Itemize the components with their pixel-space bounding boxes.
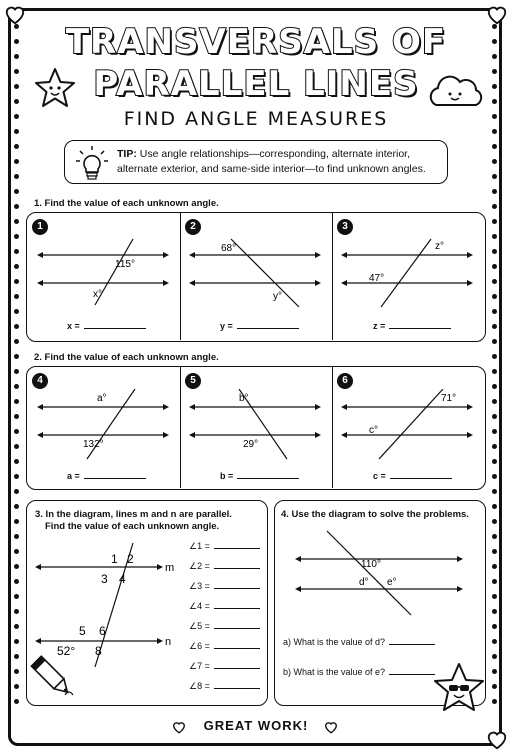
smiling-cloud-icon (426, 72, 486, 110)
section3-subheading: Find the value of each unknown angle. (45, 521, 220, 532)
border-dot (14, 354, 19, 359)
answer-label: ∠8 = (189, 681, 210, 691)
given-angle-label: 68° (221, 243, 237, 254)
star-with-sunglasses-icon (430, 660, 488, 716)
page-title-line2: PARALLEL LINES (93, 64, 419, 104)
answer-label: y = (220, 321, 233, 331)
border-dot (14, 279, 19, 284)
transversal-diagram-7 (291, 527, 471, 617)
angle-number: 1 (111, 552, 118, 566)
border-dot (14, 399, 19, 404)
section4-heading: 4. Use the diagram to solve the problems. (281, 509, 469, 520)
answer-field[interactable] (189, 679, 260, 692)
problem-number-badge: 2 (185, 219, 201, 235)
given-angle-label: 115° (115, 259, 135, 270)
border-dot (14, 189, 19, 194)
answer-label: ∠4 = (189, 601, 210, 611)
lightbulb-icon (75, 145, 109, 181)
border-dot (14, 699, 19, 704)
border-dot (14, 669, 19, 674)
border-dot (492, 159, 497, 164)
border-dot (14, 639, 19, 644)
border-dot (492, 639, 497, 644)
section2-panel (26, 366, 486, 490)
border-dot (492, 414, 497, 419)
answer-field[interactable] (373, 469, 452, 481)
section1-heading: 1. Find the value of each unknown angle. (34, 198, 219, 209)
right-dot-border (492, 24, 498, 731)
left-dot-border (14, 24, 20, 731)
border-dot (14, 264, 19, 269)
answer-field[interactable] (220, 469, 299, 481)
border-dot (492, 444, 497, 449)
border-dot (14, 324, 19, 329)
answer-label: ∠2 = (189, 561, 210, 571)
border-dot (14, 624, 19, 629)
smiling-star-icon (32, 66, 78, 110)
answer-field[interactable] (220, 319, 299, 331)
border-dot (14, 174, 19, 179)
panel-divider (180, 213, 181, 340)
problem-number-badge: 4 (32, 373, 48, 389)
angle-number: 8 (95, 644, 102, 658)
border-dot (492, 144, 497, 149)
unknown-angle-label: x° (93, 289, 102, 300)
answer-field[interactable] (283, 665, 435, 677)
border-dot (492, 684, 497, 689)
angle-number: 2 (127, 552, 134, 566)
border-dot (492, 654, 497, 659)
answer-label: ∠3 = (189, 581, 210, 591)
answer-field[interactable] (67, 319, 146, 331)
border-dot (492, 504, 497, 509)
border-dot (492, 459, 497, 464)
border-dot (14, 414, 19, 419)
given-angle-label: 110° (361, 559, 381, 570)
answer-label: z = (373, 321, 386, 331)
problem-number-badge: 6 (337, 373, 353, 389)
answer-field[interactable] (67, 469, 146, 481)
unknown-angle-label: b° (239, 393, 249, 404)
answer-field[interactable] (189, 599, 260, 612)
border-dot (492, 564, 497, 569)
given-angle-label: 132° (83, 439, 104, 450)
border-dot (492, 624, 497, 629)
tip-box (64, 140, 448, 184)
border-dot (14, 534, 19, 539)
angle-number: 4 (119, 572, 126, 586)
answer-label: ∠5 = (189, 621, 210, 631)
border-dot (492, 609, 497, 614)
border-dot (14, 459, 19, 464)
angle-number: 5 (79, 624, 86, 638)
border-dot (492, 534, 497, 539)
line-m-label: m (165, 562, 175, 574)
question-label: b) What is the value of e? (283, 667, 386, 677)
tip-body: Use angle relationships—corresponding, alternate interior, alternate exterior, and same-side interior—to find unknown angles. (117, 148, 426, 175)
border-dot (492, 669, 497, 674)
border-dot (14, 579, 19, 584)
question-label: a) What is the value of d? (283, 637, 386, 647)
answer-field[interactable] (189, 619, 260, 632)
tip-label: TIP: (117, 148, 137, 160)
border-dot (14, 249, 19, 254)
border-dot (14, 369, 19, 374)
transversal-diagram-3 (339, 237, 479, 309)
angle-number: 3 (101, 572, 108, 586)
border-dot (14, 219, 19, 224)
border-dot (492, 204, 497, 209)
border-dot (14, 429, 19, 434)
unknown-angle-label: c° (369, 425, 378, 436)
border-dot (14, 564, 19, 569)
given-angle-label: 71° (441, 393, 457, 404)
given-angle-label: 47° (369, 273, 385, 284)
border-dot (14, 159, 19, 164)
answer-label: ∠1 = (189, 541, 210, 551)
unknown-angle-label: a° (97, 393, 107, 404)
border-dot (14, 684, 19, 689)
unknown-angle-label: y° (273, 291, 282, 302)
border-dot (14, 549, 19, 554)
border-dot (14, 504, 19, 509)
transversal-diagram-1 (35, 237, 175, 309)
border-dot (492, 309, 497, 314)
border-dot (492, 264, 497, 269)
panel-divider (332, 213, 333, 340)
answer-field[interactable] (189, 579, 260, 592)
answer-field[interactable] (189, 539, 260, 552)
answer-field[interactable] (283, 635, 435, 647)
transversal-diagram-5 (187, 389, 327, 461)
given-angle-label: 52° (57, 644, 76, 658)
angle-number: 6 (99, 624, 106, 638)
border-dot (14, 384, 19, 389)
border-dot (14, 309, 19, 314)
border-dot (14, 144, 19, 149)
border-dot (492, 579, 497, 584)
problem-number-badge: 1 (32, 219, 48, 235)
border-dot (492, 399, 497, 404)
pencil-icon (29, 651, 79, 701)
transversal-diagram-4 (35, 389, 175, 461)
border-dot (492, 174, 497, 179)
border-dot (492, 324, 497, 329)
page-subtitle: FIND ANGLE MEASURES (123, 108, 389, 130)
border-dot (492, 549, 497, 554)
answer-field[interactable] (373, 319, 451, 331)
border-dot (14, 234, 19, 239)
answer-field[interactable] (189, 659, 260, 672)
tip-text (117, 147, 443, 177)
answer-label: b = (220, 471, 234, 481)
unknown-angle-label: d° (359, 577, 369, 588)
line-n-label: n (165, 636, 172, 648)
border-dot (14, 594, 19, 599)
answer-label: ∠7 = (189, 661, 210, 671)
heart-icon (324, 721, 338, 734)
border-dot (492, 219, 497, 224)
section2-heading: 2. Find the value of each unknown angle. (34, 352, 219, 363)
border-dot (14, 444, 19, 449)
answer-field[interactable] (189, 639, 260, 652)
border-dot (14, 654, 19, 659)
border-dot (492, 429, 497, 434)
border-dot (492, 594, 497, 599)
border-dot (14, 204, 19, 209)
section3-panel (26, 500, 268, 706)
border-dot (492, 339, 497, 344)
section1-panel (26, 212, 486, 342)
border-dot (492, 189, 497, 194)
border-dot (14, 474, 19, 479)
border-dot (492, 279, 497, 284)
border-dot (14, 489, 19, 494)
answer-label: a = (67, 471, 80, 481)
border-dot (492, 369, 497, 374)
transversal-diagram-2 (187, 237, 327, 309)
border-dot (492, 234, 497, 239)
border-dot (492, 474, 497, 479)
answer-label: ∠6 = (189, 641, 210, 651)
answer-label: x = (67, 321, 80, 331)
answer-field[interactable] (189, 559, 260, 572)
panel-divider (332, 367, 333, 488)
border-dot (14, 519, 19, 524)
border-dot (14, 339, 19, 344)
transversal-diagram-6 (339, 389, 479, 461)
unknown-angle-label: z° (435, 241, 444, 252)
border-dot (492, 354, 497, 359)
problem-number-badge: 5 (185, 373, 201, 389)
border-dot (492, 699, 497, 704)
footer-message: GREAT WORK! (203, 718, 309, 733)
page-title-line1: TRANSVERSALS OF (65, 22, 447, 62)
border-dot (14, 294, 19, 299)
given-angle-label: 29° (243, 439, 259, 450)
border-dot (492, 249, 497, 254)
border-dot (492, 489, 497, 494)
unknown-angle-label: e° (387, 577, 397, 588)
border-dot (492, 294, 497, 299)
border-dot (492, 384, 497, 389)
section3-heading: 3. In the diagram, lines m and n are parallel. (35, 509, 232, 520)
panel-divider (180, 367, 181, 488)
problem-number-badge: 3 (337, 219, 353, 235)
border-dot (14, 609, 19, 614)
border-dot (492, 519, 497, 524)
answer-label: c = (373, 471, 386, 481)
